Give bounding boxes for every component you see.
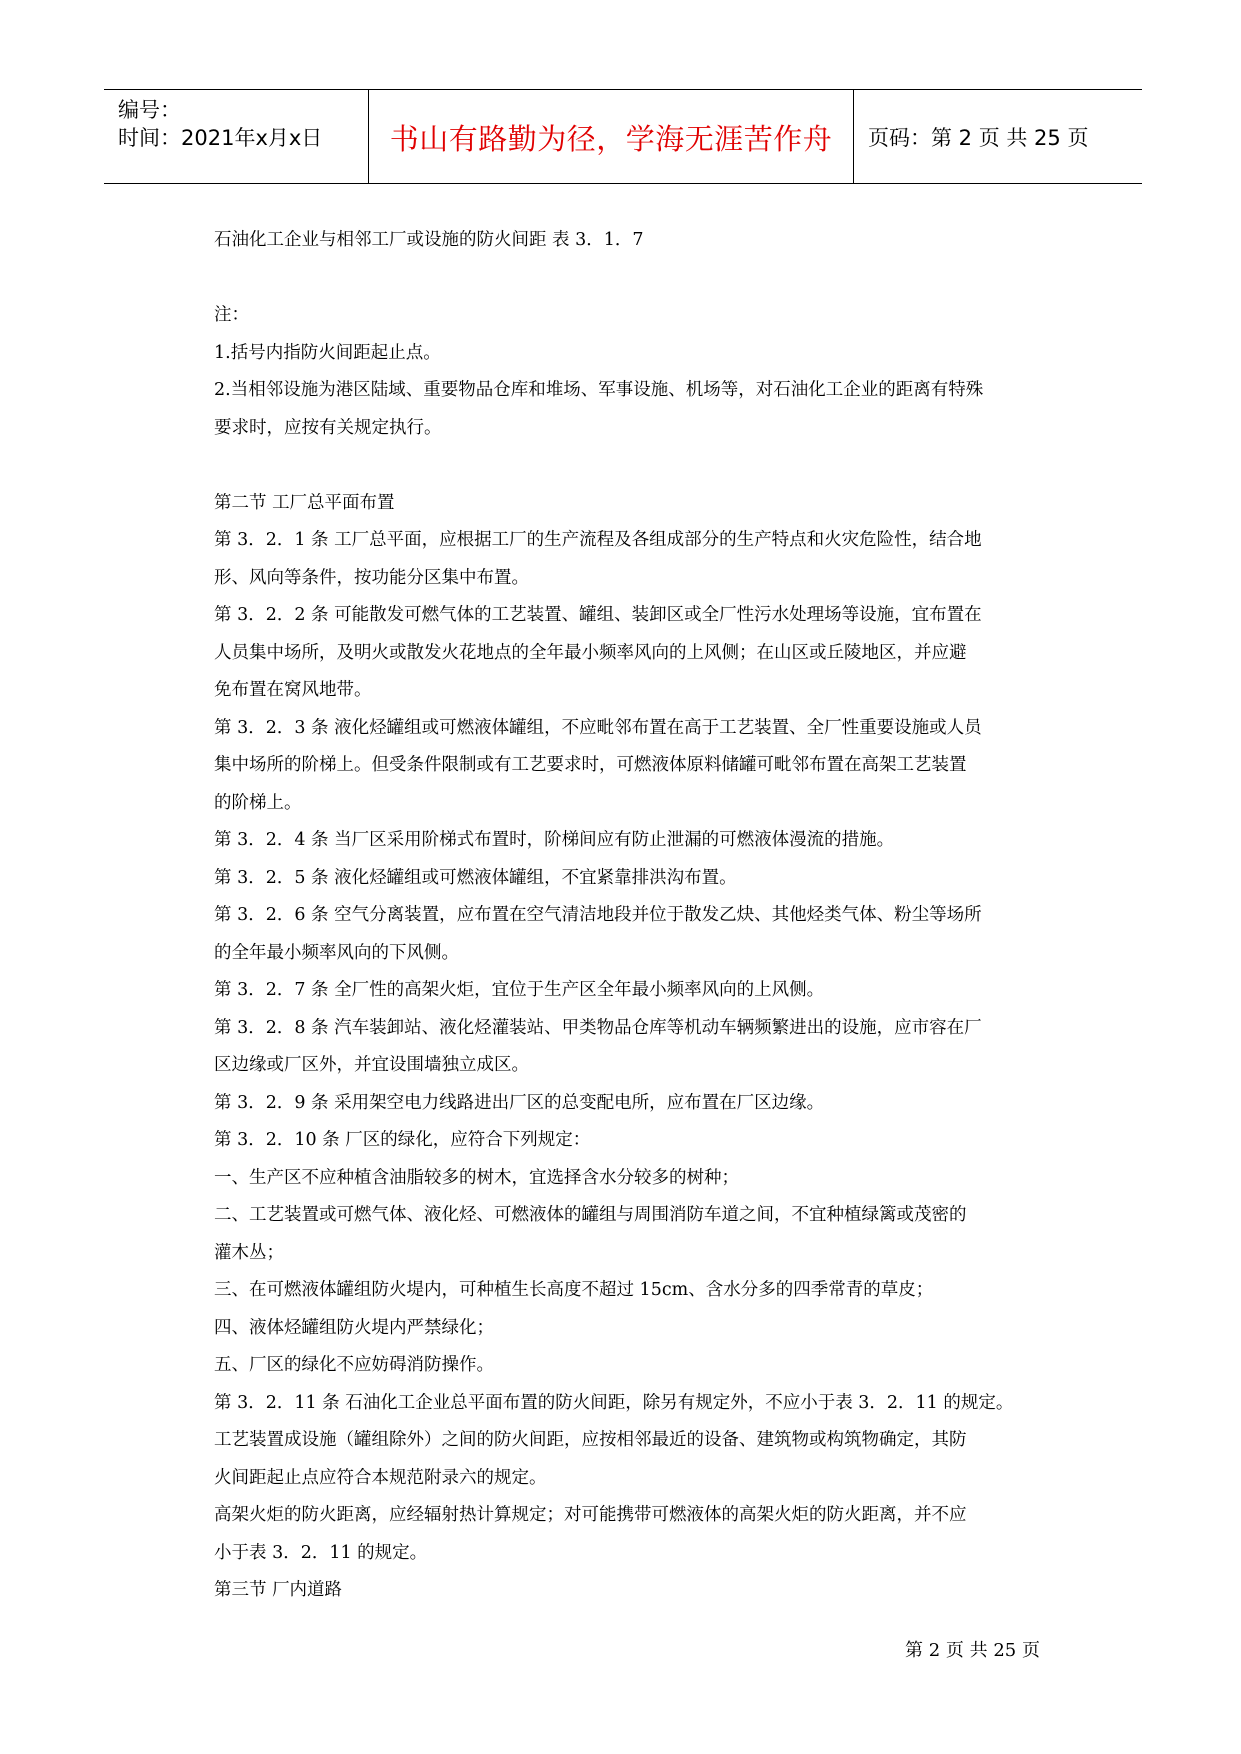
- article-3-2-3-continued: 集中场所的阶梯上。但受条件限制或有工艺要求时，可燃液体原料储罐可毗邻布置在高架工艺装置: [214, 755, 967, 775]
- document-time-label: 时间：2021年x月x日: [118, 126, 323, 150]
- article-3-2-2-continued: 免布置在窝风地带。: [214, 680, 372, 700]
- paragraph-continued: 火间距起止点应符合本规范附录六的规定。: [214, 1467, 547, 1488]
- article-3-2-9: 第 3．2．9 条 采用架空电力线路进出厂区的总变配电所，应布置在厂区边缘。: [214, 1092, 825, 1113]
- article-3-2-4: 第 3．2．4 条 当厂区采用阶梯式布置时，阶梯间应有防止泄漏的可燃液体漫流的措施。: [214, 830, 895, 850]
- article-3-2-11: 第 3．2．11 条 石油化工企业总平面布置的防火间距，除另有规定外，不应小于表 3．2．11 的规定。: [214, 1392, 1014, 1413]
- article-3-2-2: 第 3．2．2 条 可能散发可燃气体的工艺装置、罐组、装卸区或全厂性污水处理场等设施，宜布置在: [214, 605, 982, 625]
- table-caption: 石油化工企业与相邻工厂或设施的防火间距 表 3．1．7: [214, 230, 644, 250]
- paragraph: 工艺装置成设施（罐组除外）之间的防火间距，应按相邻最近的设备、建筑物或构筑物确定，其防: [214, 1430, 967, 1450]
- page-header: [104, 89, 1142, 184]
- note-item: 1.括号内指防火间距起止点。: [214, 342, 441, 363]
- note-title: 注：: [214, 305, 249, 325]
- header-page-info: 页码：第 2 页 共 25 页: [868, 126, 1089, 150]
- greening-rule: 四、液体烃罐组防火堤内严禁绿化；: [214, 1317, 494, 1338]
- article-3-2-3: 第 3．2．3 条 液化烃罐组或可燃液体罐组，不应毗邻布置在高于工艺装置、全厂性重要设施或人员: [214, 717, 982, 738]
- article-3-2-5: 第 3．2．5 条 液化烃罐组或可燃液体罐组，不宜紧靠排洪沟布置。: [214, 867, 737, 888]
- greening-rule: 一、生产区不应种植含油脂较多的树木，宜选择含水分较多的树种；: [214, 1167, 739, 1188]
- spacer: [214, 447, 1034, 485]
- note-item-continued: 要求时，应按有关规定执行。: [214, 417, 442, 438]
- article-3-2-8-continued: 区边缘或厂区外，并宜设围墙独立成区。: [214, 1055, 529, 1075]
- article-3-2-10: 第 3．2．10 条 厂区的绿化，应符合下列规定：: [214, 1130, 591, 1150]
- greening-rule: 三、在可燃液体罐组防火堤内，可种植生长高度不超过 15cm、含水分多的四季常青的草皮；: [214, 1280, 934, 1300]
- article-3-2-6-continued: 的全年最小频率风向的下风侧。: [214, 942, 459, 963]
- article-3-2-1-continued: 形、风向等条件，按功能分区集中布置。: [214, 567, 529, 588]
- section-heading: 第二节 工厂总平面布置: [214, 492, 395, 513]
- header-meta-cell: [104, 90, 369, 183]
- greening-rule: 二、工艺装置或可燃气体、液化烃、可燃液体的罐组与周围消防车道之间，不宜种植绿篱或茂密的: [214, 1205, 967, 1225]
- spacer: [214, 260, 1034, 298]
- article-3-2-7: 第 3．2．7 条 全厂性的高架火炬，宜位于生产区全年最小频率风向的上风侧。: [214, 980, 825, 1000]
- article-3-2-2-continued: 人员集中场所，及明火或散发火花地点的全年最小频率风向的上风侧；在山区或丘陵地区，并应避: [214, 642, 967, 663]
- header-motto: 书山有路勤为径，学海无涯苦作舟: [389, 122, 833, 156]
- section-heading: 第三节 厂内道路: [214, 1580, 343, 1600]
- document-body: [214, 222, 1034, 1610]
- article-3-2-3-continued: 的阶梯上。: [214, 792, 302, 813]
- header-page-cell: [854, 90, 1142, 183]
- greening-rule: 五、厂区的绿化不应妨碍消防操作。: [214, 1355, 494, 1375]
- article-3-2-8: 第 3．2．8 条 汽车装卸站、液化烃灌装站、甲类物品仓库等机动车辆频繁进出的设施，应市容在厂: [214, 1017, 982, 1038]
- paragraph: 高架火炬的防火距离，应经辐射热计算规定；对可能携带可燃液体的高架火炬的防火距离，并不应: [214, 1505, 967, 1525]
- document-number-label: 编号：: [118, 98, 181, 122]
- note-item: 2.当相邻设施为港区陆域、重要物品仓库和堆场、军事设施、机场等，对石油化工企业的距离有特殊: [214, 380, 984, 400]
- article-3-2-1: 第 3．2．1 条 工厂总平面，应根据工厂的生产流程及各组成部分的生产特点和火灾危险性，结合地: [214, 530, 982, 550]
- paragraph-continued: 小于表 3．2．11 的规定。: [214, 1542, 428, 1563]
- greening-rule-continued: 灌木丛；: [214, 1242, 284, 1263]
- header-motto-cell: [369, 90, 854, 183]
- article-3-2-6: 第 3．2．6 条 空气分离装置，应布置在空气清洁地段并位于散发乙炔、其他烃类气体、粉尘等场所: [214, 905, 982, 925]
- page-footer: 第 2 页 共 25 页: [905, 1640, 1040, 1661]
